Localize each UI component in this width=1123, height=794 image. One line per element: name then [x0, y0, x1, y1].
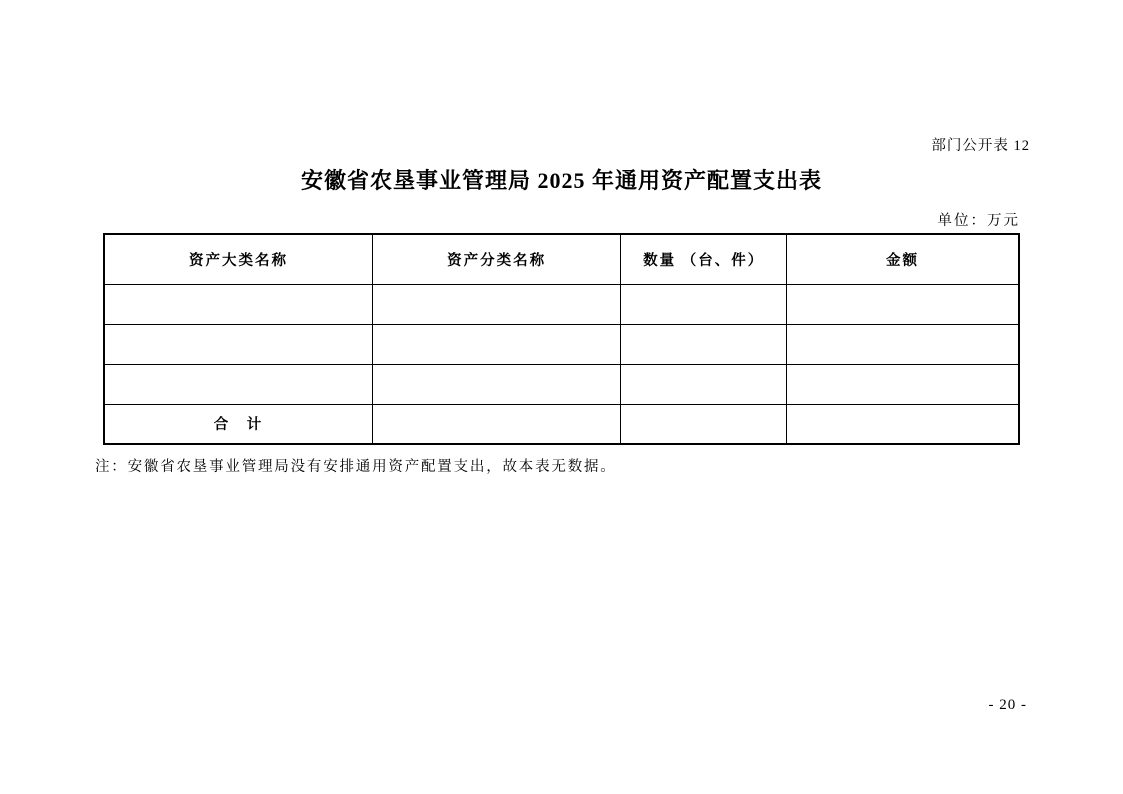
- table-row: [104, 364, 1019, 404]
- page-title: 安徽省农垦事业管理局 2025 年通用资产配置支出表: [300, 168, 822, 193]
- table-header-row: [104, 234, 1019, 284]
- empty-cell: [372, 364, 620, 404]
- table-row: [104, 284, 1019, 324]
- empty-cell: [372, 324, 620, 364]
- table-row: [104, 324, 1019, 364]
- empty-cell: [786, 364, 1019, 404]
- footnote: 注：安徽省农垦事业管理局没有安排通用资产配置支出，故本表无数据。: [95, 459, 617, 475]
- header-quantity: 数量 （台、件）: [621, 234, 787, 284]
- empty-cell: [621, 364, 787, 404]
- empty-cell: [372, 404, 620, 444]
- empty-cell: [104, 284, 372, 324]
- empty-cell: [621, 324, 787, 364]
- header-amount: 金额: [786, 234, 1019, 284]
- empty-cell: [621, 404, 787, 444]
- empty-cell: [786, 404, 1019, 444]
- table-total-row: [104, 404, 1019, 444]
- asset-allocation-table: [103, 233, 1020, 445]
- empty-cell: [786, 284, 1019, 324]
- empty-cell: [786, 324, 1019, 364]
- empty-cell: [621, 284, 787, 324]
- empty-cell: [104, 364, 372, 404]
- header-asset-classification: 资产分类名称: [372, 234, 620, 284]
- header-asset-category: 资产大类名称: [104, 234, 372, 284]
- empty-cell: [104, 324, 372, 364]
- page-number: - 20 -: [988, 697, 1027, 713]
- empty-cell: [372, 284, 620, 324]
- unit-label: 单位：万元: [937, 213, 1020, 229]
- doc-label: 部门公开表 12: [931, 138, 1030, 154]
- total-label: 合 计: [104, 404, 372, 444]
